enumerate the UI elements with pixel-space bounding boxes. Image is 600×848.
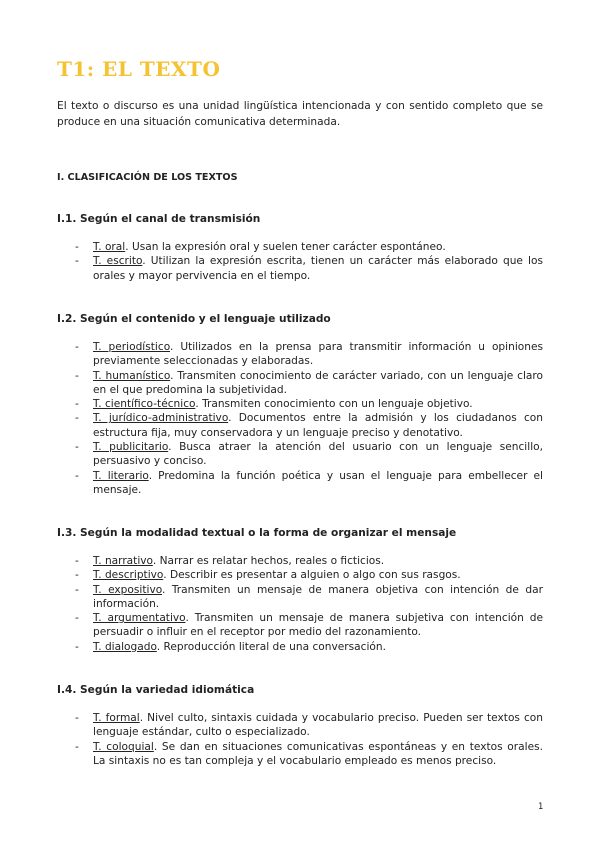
definition: . Transmiten conocimiento de carácter variado, con un lenguaje claro en el que predomina la subjetividad.: [93, 369, 543, 396]
list-item: [75, 411, 543, 440]
subsection-heading-1: I.1. Según el canal de transmisión: [57, 213, 261, 225]
list-item: [75, 340, 543, 369]
list-item: [75, 397, 543, 411]
term: T. jurídico-administrativo: [93, 412, 229, 425]
subsection-heading-3: I.3. Según la modalidad textual o la forma de organizar el mensaje: [57, 527, 457, 539]
definition: . Transmiten un mensaje de manera subjetiva con intención de persuadir o influir en el receptor por medio del razonamiento.: [93, 612, 544, 639]
list-item: [75, 440, 543, 469]
list-variedad: [75, 711, 543, 768]
term: T. literario: [93, 469, 149, 482]
list-item: [75, 254, 543, 283]
list-item: [75, 469, 543, 498]
list-modalidad: [75, 554, 543, 654]
term: T. narrativo: [93, 555, 153, 567]
list-item: [75, 711, 543, 740]
definition: . Narrar es relatar hechos, reales o ficticios.: [152, 555, 385, 567]
section-heading: I. CLASIFICACIÓN DE LOS TEXTOS: [57, 172, 238, 183]
definition: . Reproducción literal de una conversación.: [156, 640, 386, 653]
definition: . Describir es presentar a alguien o algo con sus rasgos.: [163, 569, 461, 582]
term: T. humanístico: [93, 369, 171, 382]
term: T. argumentativo: [93, 612, 186, 625]
list-item: [75, 240, 543, 254]
definition: . Transmiten conocimiento con un lenguaje objetivo.: [195, 398, 473, 411]
definition: . Nivel culto, sintaxis cuidada y vocabulario preciso. Pueden ser textos con lenguaje estándar, culto o especializado.: [93, 712, 543, 739]
intro-paragraph: El texto o discurso es una unidad lingüística intencionada y con sentido completo que se produce en una situación comunicativa determinada.: [57, 100, 543, 128]
definition: . Utilizan la expresión escrita, tienen un carácter más elaborado que los orales y mayor pervivencia en el tiempo.: [93, 255, 543, 282]
term: T. periodístico: [93, 341, 170, 353]
list-canal: [75, 240, 543, 283]
list-item: [75, 583, 543, 612]
page-number: 1: [538, 802, 544, 812]
term: T. formal: [93, 712, 140, 724]
list-item: [75, 554, 543, 568]
subsection-heading-2: I.2. Según el contenido y el lenguaje utilizado: [57, 313, 331, 325]
term: T. dialogado: [93, 640, 157, 653]
term: T. descriptivo: [93, 569, 164, 582]
term: T. coloquial: [93, 740, 154, 753]
term: T. científico-técnico: [93, 398, 196, 411]
term: T. expositivo: [93, 583, 163, 596]
list-item: [75, 369, 543, 398]
list-item: [75, 640, 543, 654]
definition: . Usan la expresión oral y suelen tener carácter espontáneo.: [125, 241, 446, 253]
definition: . Transmiten un mensaje de manera objetiva con intención de dar información.: [93, 583, 543, 610]
list-item: [75, 611, 543, 640]
definition: . Se dan en situaciones comunicativas espontáneas y en textos orales. La sintaxis no es tan compleja y el vocabulario empleado es menos preciso.: [93, 740, 543, 767]
definition: . Documentos entre la admisión y los ciudadanos con estructura fija, muy conservadora y un lenguaje preciso y denotativo.: [93, 412, 543, 439]
definition: . Utilizados en la prensa para transmitir información u opiniones previamente seleccionadas y elaboradas.: [93, 341, 543, 368]
list-item: [75, 740, 543, 769]
term: T. oral: [93, 241, 126, 253]
term: T. escrito: [93, 255, 143, 268]
definition: . Busca atraer la atención del usuario con un lenguaje sencillo, persuasivo y conciso.: [93, 441, 543, 468]
list-item: [75, 568, 543, 582]
subsection-heading-4: I.4. Según la variedad idiomática: [57, 684, 255, 696]
definition: . Predomina la función poética y usan el lenguaje para embellecer el mensaje.: [93, 469, 544, 496]
page-title: T1: EL TEXTO: [57, 57, 221, 81]
term: T. publicitario: [93, 441, 169, 454]
list-contenido: [75, 340, 543, 497]
